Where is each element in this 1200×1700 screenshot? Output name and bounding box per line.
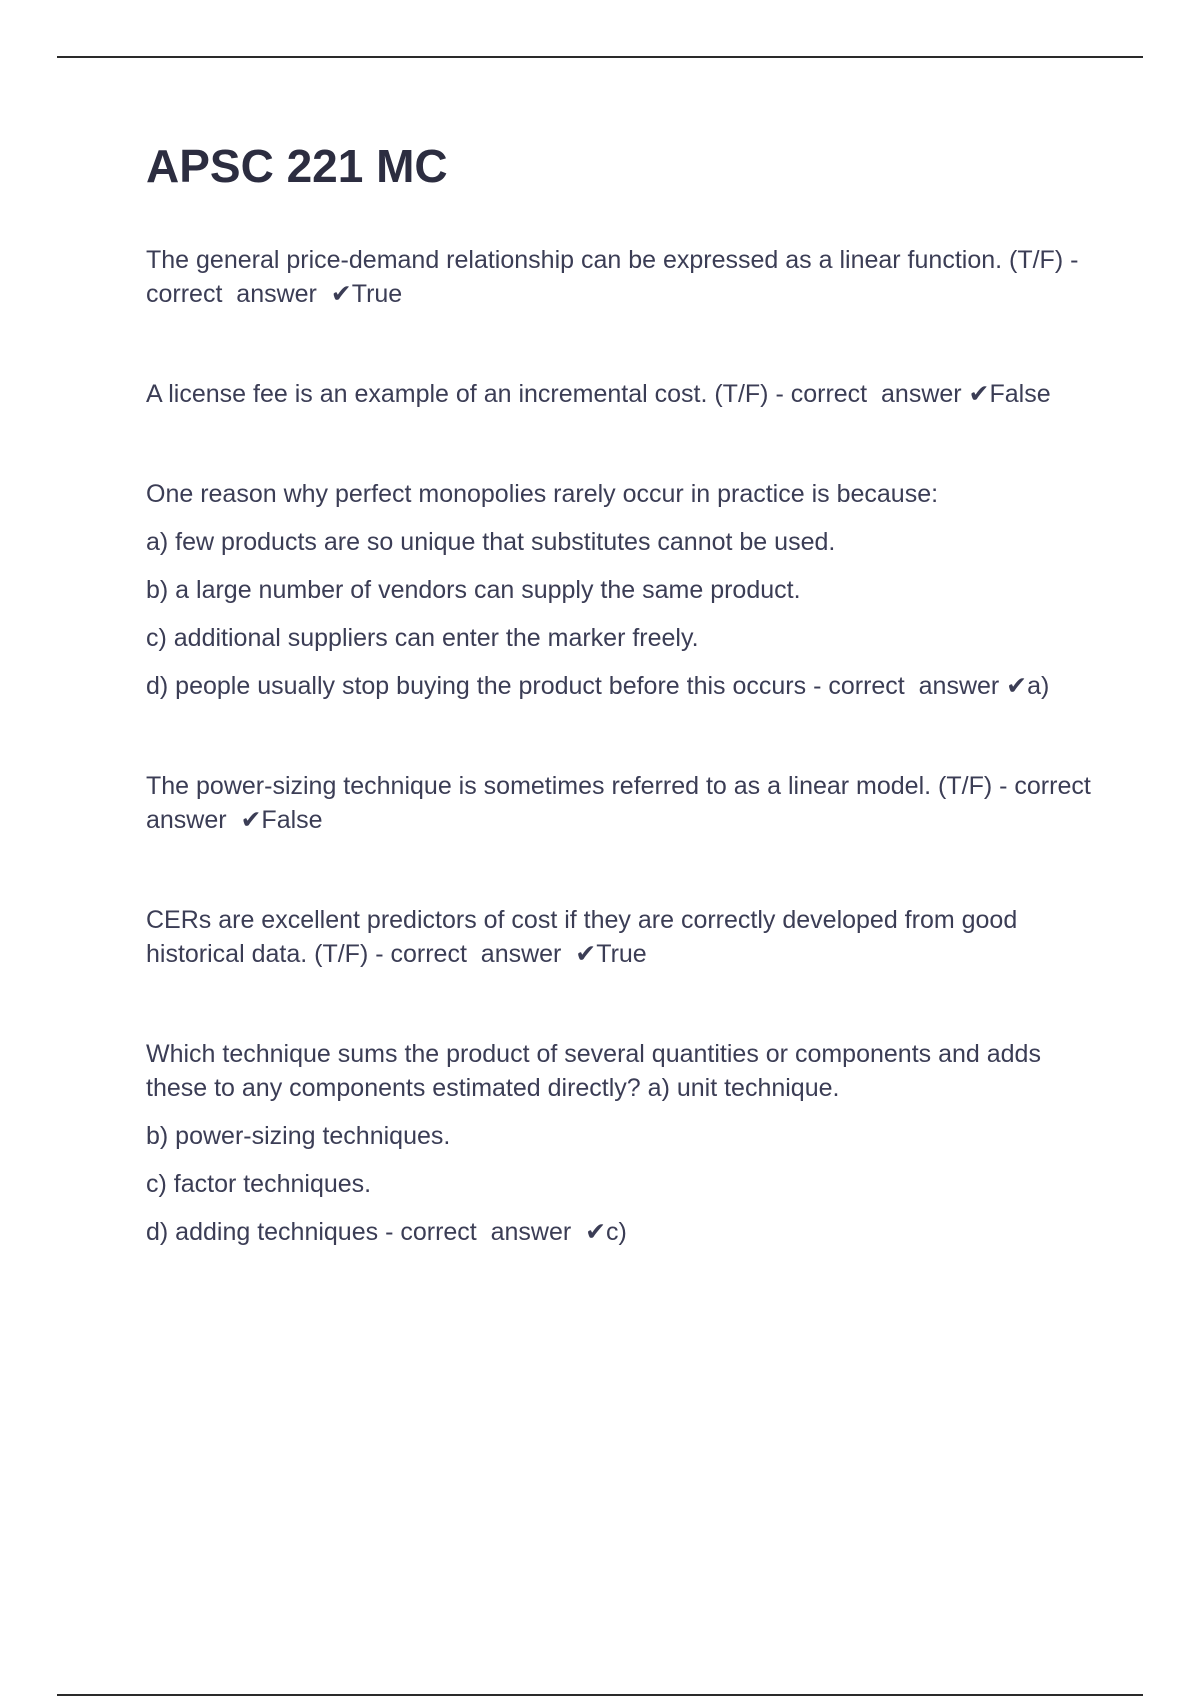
question-text: The power-sizing technique is sometimes referred to as a linear model. (T/F) - correct answer ✔False (146, 771, 1105, 834)
question-4 (146, 769, 1105, 837)
question-text: One reason why perfect monopolies rarely occur in practice is because: (146, 479, 939, 508)
option-b: b) power-sizing techniques. (146, 1121, 451, 1150)
question-text-with-option-a: Which technique sums the product of several quantities or components and adds these to any components estimated directly? a) unit technique. (146, 1039, 1048, 1102)
question-2 (146, 377, 1091, 411)
option-c: c) factor techniques. (146, 1169, 372, 1198)
question-text: CERs are excellent predictors of cost if they are correctly developed from good historical data. (T/F) - correct answer ✔True (146, 905, 1025, 968)
question-6 (146, 1037, 1091, 1249)
option-c: c) additional suppliers can enter the marker freely. (146, 623, 699, 652)
question-3 (146, 477, 1091, 703)
question-1 (146, 243, 1091, 311)
option-b: b) a large number of vendors can supply the same product. (146, 575, 801, 604)
question-text: A license fee is an example of an incremental cost. (T/F) - correct answer ✔False (146, 379, 1051, 408)
top-rule (57, 56, 1143, 58)
question-5 (146, 903, 1091, 971)
question-text: The general price-demand relationship can be expressed as a linear function. (T/F) - correct answer ✔True (146, 245, 1086, 308)
bottom-rule (57, 1694, 1143, 1696)
option-d-with-answer: d) adding techniques - correct answer ✔c) (146, 1217, 627, 1246)
option-d-with-answer: d) people usually stop buying the product before this occurs - correct answer ✔a) (146, 671, 1050, 700)
document-body (146, 140, 1105, 1315)
document-title: APSC 221 MC (146, 140, 448, 192)
option-a: a) few products are so unique that substitutes cannot be used. (146, 527, 836, 556)
